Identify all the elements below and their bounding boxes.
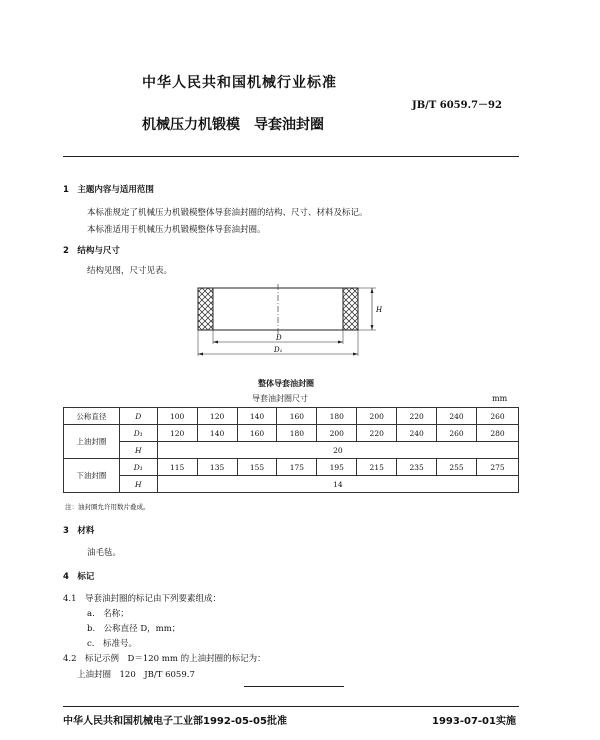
cell: 220 [357, 425, 397, 442]
cell: 240 [397, 425, 437, 442]
row-label-upper: 上油封圈 [64, 425, 120, 459]
cell: 195 [317, 459, 357, 476]
cell: 200 [317, 425, 357, 442]
cell: 155 [237, 459, 277, 476]
cell: 260 [476, 408, 518, 425]
row-label-lower: 下油封圈 [64, 459, 120, 493]
cell: 255 [437, 459, 477, 476]
cell: 235 [397, 459, 437, 476]
table-unit: mm [492, 394, 508, 403]
section-4-2: 4.2 标记示例 D＝120 mm 的上油封圈的标记为： [63, 654, 266, 664]
cell: 135 [197, 459, 237, 476]
cell: 175 [277, 459, 317, 476]
cell: 180 [317, 408, 357, 425]
standard-number: JB/T 6059.7－92 [412, 100, 502, 111]
table-row-nominal [64, 408, 519, 425]
cell: 140 [197, 425, 237, 442]
footer-rule [63, 706, 519, 707]
cell: 215 [357, 459, 397, 476]
sym-h: H [119, 476, 157, 493]
section-2-heading: 2 结构与尺寸 [63, 246, 120, 256]
seal-ring-figure [190, 282, 390, 362]
sym-d1: D₁ [119, 425, 157, 442]
cell: 220 [397, 408, 437, 425]
section-1-para-1: 本标准规定了机械压力机锻模整体导套油封圈的结构、尺寸、材料及标记。 [87, 208, 368, 218]
cell-h-upper: 20 [157, 442, 518, 459]
document-title: 机械压力机锻模 导套油封圈 [142, 117, 324, 133]
section-2-para-1: 结构见图，尺寸见表。 [87, 266, 173, 276]
table-row-lower-d1 [64, 459, 519, 476]
section-3-para-1: 油毛毡。 [87, 548, 122, 558]
cell: 180 [277, 425, 317, 442]
section-4-item-a: a. 名称； [87, 609, 129, 619]
section-4-item-b: b. 公称直径 D，mm； [87, 624, 181, 634]
table-row-upper-h [64, 442, 519, 459]
cell: 240 [437, 408, 477, 425]
label-d: D [276, 334, 282, 342]
header-rule [63, 156, 519, 157]
table-row-lower-h [64, 476, 519, 493]
table-note: 注：油封圈允许用数片叠成。 [65, 503, 150, 511]
cell: 120 [197, 408, 237, 425]
cell: 120 [157, 425, 197, 442]
dimension-table [63, 407, 519, 493]
sym-d1: D₁ [119, 459, 157, 476]
end-rule [244, 686, 344, 687]
cell: 160 [237, 425, 277, 442]
table-caption-1: 整体导套油封圈 [258, 379, 314, 388]
cell: 100 [157, 408, 197, 425]
issue-date: 中华人民共和国机械电子工业部1992-05-05批准 [63, 716, 287, 727]
right-section-hatch [343, 288, 358, 330]
cell: 200 [357, 408, 397, 425]
section-1-para-2: 本标准适用于机械压力机锻模整体导套油封圈。 [87, 225, 266, 235]
cell: 160 [277, 408, 317, 425]
cell: 115 [157, 459, 197, 476]
cell: 280 [476, 425, 518, 442]
cell: 275 [476, 459, 518, 476]
cell: 140 [237, 408, 277, 425]
standard-body: 中华人民共和国机械行业标准 [142, 75, 337, 91]
cell-h-lower: 14 [157, 476, 518, 493]
cell: 260 [437, 425, 477, 442]
table-row-upper-d1 [64, 425, 519, 442]
sym-d: D [119, 408, 157, 425]
effective-date: 1993-07-01实施 [432, 716, 516, 727]
table-caption-2: 导套油封圈尺寸 [252, 394, 308, 403]
marking-example: 上油封圈 120 JB/T 6059.7 [77, 670, 195, 680]
label-d1: D₁ [274, 346, 283, 354]
row-label-nominal: 公称直径 [64, 408, 120, 425]
section-4-item-c: c. 标准号。 [87, 639, 137, 649]
section-1-heading: 1 主题内容与适用范围 [63, 185, 154, 195]
left-section-hatch [198, 288, 213, 330]
section-3-heading: 3 材料 [63, 526, 95, 536]
section-4-1: 4.1 导套油封圈的标记由下列要素组成： [63, 594, 222, 604]
sym-h: H [119, 442, 157, 459]
label-h: H [376, 306, 383, 314]
section-4-heading: 4 标记 [63, 572, 95, 582]
